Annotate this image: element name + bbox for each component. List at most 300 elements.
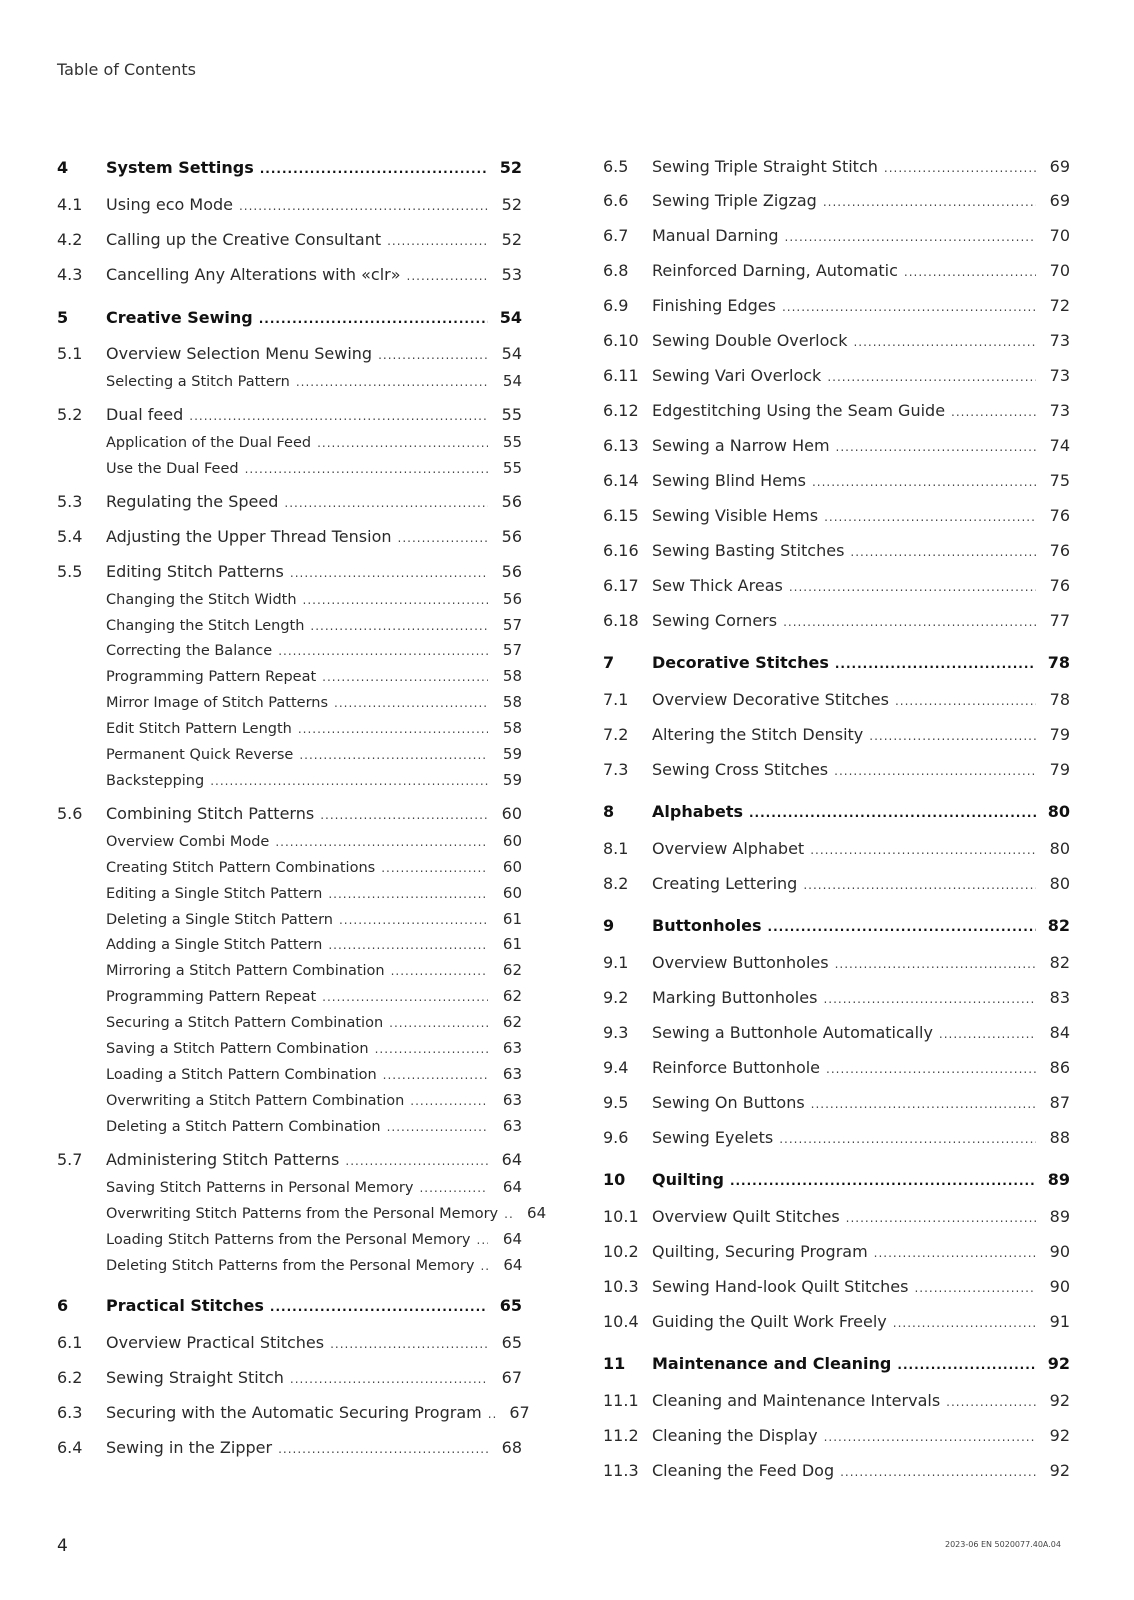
toc-entry-page: 64 xyxy=(502,1230,522,1248)
toc-subsection-entry[interactable] xyxy=(57,961,522,979)
toc-entry-number: 4.1 xyxy=(57,195,83,214)
toc-dot-leader xyxy=(334,696,488,710)
toc-entry-page: 54 xyxy=(502,372,522,390)
toc-section-entry[interactable] xyxy=(603,541,1070,560)
toc-dot-leader xyxy=(835,657,1036,671)
toc-dot-leader xyxy=(836,440,1036,454)
toc-dot-leader xyxy=(389,1016,488,1030)
toc-entry-title: Reinforced Darning, Automatic xyxy=(652,261,898,280)
toc-section-entry[interactable] xyxy=(603,1242,1070,1261)
toc-dot-leader xyxy=(811,1097,1036,1111)
toc-entry-number: 6.17 xyxy=(603,576,639,595)
toc-section-entry[interactable] xyxy=(57,265,522,284)
toc-entry-page: 58 xyxy=(502,667,522,685)
toc-entry-number: 10 xyxy=(603,1170,626,1189)
toc-dot-leader xyxy=(239,199,488,213)
toc-entry-number: 6.18 xyxy=(603,611,639,630)
toc-section-entry[interactable] xyxy=(57,804,522,823)
toc-entry-page: 83 xyxy=(1049,988,1070,1007)
toc-entry-title: Overwriting Stitch Patterns from the Personal Memory xyxy=(106,1206,499,1222)
toc-subsection-entry[interactable] xyxy=(57,1117,522,1135)
toc-entry-title: Quilting, Securing Program xyxy=(652,1242,868,1261)
toc-entry-title: Sewing Visible Hems xyxy=(652,506,819,525)
toc-entry-number: 6.15 xyxy=(603,506,639,525)
toc-dot-leader xyxy=(383,1068,488,1082)
toc-entry-title: Reinforce Buttonhole xyxy=(652,1058,821,1077)
footer-document-code: 2023-06 EN 5020077.40A.04 xyxy=(945,1540,1061,1549)
toc-subsection-entry[interactable] xyxy=(57,590,522,608)
toc-entry-number: 6.9 xyxy=(603,296,629,315)
toc-subsection-entry[interactable] xyxy=(57,433,522,451)
toc-entry-title: Cleaning the Feed Dog xyxy=(652,1461,835,1480)
toc-dot-leader xyxy=(789,580,1036,594)
toc-subsection-entry[interactable] xyxy=(57,1256,522,1274)
toc-entry-page: 56 xyxy=(502,590,522,608)
toc-subsection-entry[interactable] xyxy=(57,616,522,634)
toc-section-entry[interactable] xyxy=(603,296,1070,315)
toc-chapter-entry[interactable] xyxy=(57,308,522,327)
toc-section-entry[interactable] xyxy=(603,506,1070,525)
toc-dot-leader xyxy=(375,1042,488,1056)
toc-section-entry[interactable] xyxy=(603,690,1070,709)
toc-entry-number: 4 xyxy=(57,158,69,177)
toc-entry-title: Editing Stitch Patterns xyxy=(106,562,284,581)
toc-entry-number: 6.1 xyxy=(57,1333,83,1352)
toc-entry-page: 76 xyxy=(1049,506,1070,525)
toc-entry-number: 8.2 xyxy=(603,874,629,893)
toc-entry-page: 92 xyxy=(1047,1354,1070,1373)
toc-entry-title: Maintenance and Cleaning xyxy=(652,1354,892,1373)
toc-dot-leader xyxy=(381,861,488,875)
toc-subsection-entry[interactable] xyxy=(57,771,522,789)
toc-entry-page: 73 xyxy=(1049,401,1070,420)
toc-entry-page: 57 xyxy=(502,641,522,659)
toc-section-entry[interactable] xyxy=(603,191,1070,210)
toc-dot-leader xyxy=(895,694,1036,708)
toc-entry-number: 6.16 xyxy=(603,541,639,560)
toc-entry-page: 62 xyxy=(502,1013,522,1031)
toc-entry-title: Creating Stitch Pattern Combinations xyxy=(106,860,376,876)
toc-entry-title: Permanent Quick Reverse xyxy=(106,747,294,763)
toc-section-entry[interactable] xyxy=(57,405,522,424)
toc-section-entry[interactable] xyxy=(603,226,1070,245)
toc-entry-number: 8.1 xyxy=(603,839,629,858)
toc-entry-title: Saving Stitch Patterns in Personal Memory xyxy=(106,1180,414,1196)
toc-section-entry[interactable] xyxy=(603,1312,1070,1331)
toc-section-entry[interactable] xyxy=(603,760,1070,779)
toc-entry-page: 79 xyxy=(1049,760,1070,779)
toc-entry-page: 52 xyxy=(501,230,522,249)
toc-dot-leader xyxy=(783,615,1036,629)
toc-entry-page: 55 xyxy=(502,459,522,477)
toc-dot-leader xyxy=(419,1181,488,1195)
toc-dot-leader xyxy=(322,990,488,1004)
toc-entry-page: 58 xyxy=(502,693,522,711)
toc-subsection-entry[interactable] xyxy=(57,1230,522,1248)
toc-entry-title: Editing a Single Stitch Pattern xyxy=(106,886,323,902)
toc-section-entry[interactable] xyxy=(603,1128,1070,1147)
toc-subsection-entry[interactable] xyxy=(57,1013,522,1031)
toc-dot-leader xyxy=(210,774,488,788)
toc-chapter-entry[interactable] xyxy=(603,802,1070,821)
toc-entry-title: Using eco Mode xyxy=(106,195,233,214)
toc-entry-page: 63 xyxy=(502,1117,522,1135)
toc-section-entry[interactable] xyxy=(603,1058,1070,1077)
toc-dot-leader xyxy=(477,1233,489,1247)
toc-subsection-entry[interactable] xyxy=(57,693,522,711)
toc-dot-leader xyxy=(245,462,488,476)
toc-subsection-entry[interactable] xyxy=(57,884,522,902)
toc-entry-title: Cleaning and Maintenance Intervals xyxy=(652,1391,941,1410)
toc-section-entry[interactable] xyxy=(57,492,522,511)
toc-section-entry[interactable] xyxy=(57,527,522,546)
toc-entry-number: 6.12 xyxy=(603,401,639,420)
toc-dot-leader xyxy=(310,619,488,633)
toc-dot-leader xyxy=(946,1395,1036,1409)
toc-entry-page: 59 xyxy=(502,745,522,763)
toc-entry-number: 9 xyxy=(603,916,615,935)
toc-entry-number: 10.3 xyxy=(603,1277,639,1296)
toc-entry-page: 67 xyxy=(501,1368,522,1387)
toc-dot-leader xyxy=(884,161,1036,175)
toc-section-entry[interactable] xyxy=(603,874,1070,893)
toc-dot-leader xyxy=(824,1430,1036,1444)
toc-entry-page: 90 xyxy=(1049,1242,1070,1261)
toc-section-entry[interactable] xyxy=(57,230,522,249)
toc-subsection-entry[interactable] xyxy=(57,745,522,763)
toc-entry-number: 6.3 xyxy=(57,1403,83,1422)
toc-entry-title: Adding a Single Stitch Pattern xyxy=(106,937,323,953)
toc-section-entry[interactable] xyxy=(603,1023,1070,1042)
toc-entry-title: Securing a Stitch Pattern Combination xyxy=(106,1015,384,1031)
toc-entry-page: 53 xyxy=(501,265,522,284)
toc-entry-number: 9.3 xyxy=(603,1023,629,1042)
toc-section-entry[interactable] xyxy=(603,157,1070,176)
toc-chapter-entry[interactable] xyxy=(603,916,1070,935)
toc-entry-number: 5.6 xyxy=(57,804,83,823)
toc-entry-title: Quilting xyxy=(652,1170,724,1189)
toc-entry-page: 74 xyxy=(1049,436,1070,455)
toc-dot-leader xyxy=(904,265,1036,279)
toc-subsection-entry[interactable] xyxy=(57,1178,522,1196)
toc-section-entry[interactable] xyxy=(57,1368,522,1387)
toc-entry-page: 87 xyxy=(1049,1093,1070,1112)
toc-dot-leader xyxy=(488,1407,496,1421)
toc-dot-leader xyxy=(278,1442,488,1456)
toc-subsection-entry[interactable] xyxy=(57,910,522,928)
toc-entry-number: 9.6 xyxy=(603,1128,629,1147)
toc-entry-page: 76 xyxy=(1049,541,1070,560)
toc-dot-leader xyxy=(826,1062,1036,1076)
toc-entry-title: Correcting the Balance xyxy=(106,643,273,659)
toc-section-entry[interactable] xyxy=(603,1207,1070,1226)
toc-subsection-entry[interactable] xyxy=(57,832,522,850)
toc-entry-page: 80 xyxy=(1047,802,1070,821)
toc-dot-leader xyxy=(850,545,1036,559)
toc-section-entry[interactable] xyxy=(603,1093,1070,1112)
toc-dot-leader xyxy=(768,920,1036,934)
toc-entry-title: Deleting Stitch Patterns from the Personal Memory xyxy=(106,1258,475,1274)
toc-entry-number: 6.14 xyxy=(603,471,639,490)
toc-dot-leader xyxy=(328,887,488,901)
toc-section-entry[interactable] xyxy=(57,562,522,581)
toc-entry-title: Altering the Stitch Density xyxy=(652,725,864,744)
toc-section-entry[interactable] xyxy=(603,331,1070,350)
toc-entry-number: 11.2 xyxy=(603,1426,639,1445)
toc-entry-page: 72 xyxy=(1049,296,1070,315)
toc-section-entry[interactable] xyxy=(603,988,1070,1007)
toc-entry-title: Regulating the Speed xyxy=(106,492,279,511)
toc-entry-title: Sewing Cross Stitches xyxy=(652,760,829,779)
toc-section-entry[interactable] xyxy=(603,1391,1070,1410)
toc-dot-leader xyxy=(278,644,488,658)
toc-section-entry[interactable] xyxy=(603,261,1070,280)
toc-section-entry[interactable] xyxy=(603,401,1070,420)
toc-entry-title: Programming Pattern Repeat xyxy=(106,669,317,685)
toc-dot-leader xyxy=(504,1207,512,1221)
toc-section-entry[interactable] xyxy=(603,366,1070,385)
toc-dot-leader xyxy=(853,335,1036,349)
toc-entry-title: Calling up the Creative Consultant xyxy=(106,230,382,249)
toc-entry-page: 56 xyxy=(501,562,522,581)
toc-entry-title: Finishing Edges xyxy=(652,296,776,315)
toc-entry-page: 69 xyxy=(1049,191,1070,210)
toc-entry-page: 62 xyxy=(502,961,522,979)
toc-entry-page: 63 xyxy=(502,1091,522,1109)
toc-dot-leader xyxy=(328,938,488,952)
toc-section-entry[interactable] xyxy=(603,953,1070,972)
toc-dot-leader xyxy=(299,748,488,762)
toc-entry-page: 65 xyxy=(501,1333,522,1352)
toc-entry-title: Creating Lettering xyxy=(652,874,798,893)
toc-section-entry[interactable] xyxy=(57,344,522,363)
toc-entry-number: 7.1 xyxy=(603,690,629,709)
toc-entry-title: Sewing Hand-look Quilt Stitches xyxy=(652,1277,909,1296)
toc-chapter-entry[interactable] xyxy=(603,1354,1070,1373)
toc-entry-title: Manual Darning xyxy=(652,226,779,245)
toc-dot-leader xyxy=(782,300,1036,314)
toc-dot-leader xyxy=(410,1094,488,1108)
toc-entry-title: System Settings xyxy=(106,158,254,177)
toc-subsection-entry[interactable] xyxy=(57,372,522,390)
toc-entry-page: 84 xyxy=(1049,1023,1070,1042)
toc-entry-page: 68 xyxy=(501,1438,522,1457)
toc-entry-page: 70 xyxy=(1049,261,1070,280)
toc-entry-title: Sewing in the Zipper xyxy=(106,1438,273,1457)
toc-entry-page: 58 xyxy=(502,719,522,737)
toc-entry-page: 57 xyxy=(502,616,522,634)
toc-entry-page: 91 xyxy=(1049,1312,1070,1331)
toc-entry-page: 52 xyxy=(501,195,522,214)
toc-entry-page: 76 xyxy=(1049,576,1070,595)
toc-entry-title: Cancelling Any Alterations with «clr» xyxy=(106,265,401,284)
toc-section-entry[interactable] xyxy=(57,1150,522,1169)
toc-dot-leader xyxy=(874,1246,1036,1260)
toc-entry-number: 6.8 xyxy=(603,261,629,280)
toc-dot-leader xyxy=(914,1281,1036,1295)
toc-entry-number: 7 xyxy=(603,653,615,672)
toc-subsection-entry[interactable] xyxy=(57,858,522,876)
toc-entry-title: Combining Stitch Patterns xyxy=(106,804,315,823)
toc-subsection-entry[interactable] xyxy=(57,459,522,477)
toc-entry-number: 4.3 xyxy=(57,265,83,284)
toc-subsection-entry[interactable] xyxy=(57,641,522,659)
toc-entry-page: 63 xyxy=(502,1065,522,1083)
toc-entry-number: 6.10 xyxy=(603,331,639,350)
toc-entry-number: 6.11 xyxy=(603,366,639,385)
toc-section-entry[interactable] xyxy=(57,1403,530,1422)
toc-subsection-entry[interactable] xyxy=(57,1065,522,1083)
toc-entry-title: Sewing Basting Stitches xyxy=(652,541,845,560)
toc-entry-page: 61 xyxy=(502,910,522,928)
toc-entry-page: 61 xyxy=(502,935,522,953)
toc-dot-leader xyxy=(827,370,1036,384)
toc-section-entry[interactable] xyxy=(603,1426,1070,1445)
toc-entry-number: 6.13 xyxy=(603,436,639,455)
toc-dot-leader xyxy=(823,992,1036,1006)
toc-dot-leader xyxy=(290,1372,488,1386)
toc-dot-leader xyxy=(846,1211,1036,1225)
toc-dot-leader xyxy=(824,510,1036,524)
toc-entry-page: 60 xyxy=(502,884,522,902)
toc-entry-title: Sewing On Buttons xyxy=(652,1093,805,1112)
toc-entry-page: 86 xyxy=(1049,1058,1070,1077)
toc-entry-title: Sewing Straight Stitch xyxy=(106,1368,284,1387)
toc-entry-title: Decorative Stitches xyxy=(652,653,829,672)
toc-entry-page: 90 xyxy=(1049,1277,1070,1296)
toc-entry-title: Overview Buttonholes xyxy=(652,953,829,972)
toc-dot-leader xyxy=(298,722,488,736)
toc-entry-page: 80 xyxy=(1049,874,1070,893)
toc-chapter-entry[interactable] xyxy=(603,1170,1070,1189)
toc-entry-title: Loading a Stitch Pattern Combination xyxy=(106,1067,377,1083)
toc-entry-page: 73 xyxy=(1049,331,1070,350)
toc-entry-page: 54 xyxy=(501,344,522,363)
toc-entry-title: Creative Sewing xyxy=(106,308,253,327)
toc-chapter-entry[interactable] xyxy=(57,158,522,177)
toc-entry-page: 80 xyxy=(1049,839,1070,858)
toc-entry-number: 9.2 xyxy=(603,988,629,1007)
toc-subsection-entry[interactable] xyxy=(57,719,522,737)
toc-entry-page: 88 xyxy=(1049,1128,1070,1147)
toc-entry-title: Sewing Eyelets xyxy=(652,1128,774,1147)
toc-entry-page: 64 xyxy=(501,1150,522,1169)
toc-entry-title: Application of the Dual Feed xyxy=(106,435,312,451)
toc-dot-leader xyxy=(835,957,1036,971)
toc-dot-leader xyxy=(317,436,488,450)
toc-dot-leader xyxy=(897,1358,1036,1372)
toc-entry-page: 65 xyxy=(499,1296,522,1315)
toc-dot-leader xyxy=(259,312,488,326)
toc-entry-page: 79 xyxy=(1049,725,1070,744)
toc-entry-page: 67 xyxy=(509,1403,530,1422)
toc-entry-title: Alphabets xyxy=(652,802,743,821)
toc-entry-number: 5.4 xyxy=(57,527,83,546)
toc-entry-page: 92 xyxy=(1049,1426,1070,1445)
toc-entry-number: 11.3 xyxy=(603,1461,639,1480)
toc-entry-number: 5.2 xyxy=(57,405,83,424)
toc-entry-number: 9.4 xyxy=(603,1058,629,1077)
toc-entry-number: 9.1 xyxy=(603,953,629,972)
toc-section-entry[interactable] xyxy=(57,1438,522,1457)
toc-dot-leader xyxy=(398,531,489,545)
toc-entry-page: 52 xyxy=(499,158,522,177)
toc-dot-leader xyxy=(749,806,1036,820)
toc-entry-title: Overview Quilt Stitches xyxy=(652,1207,840,1226)
toc-dot-leader xyxy=(387,1120,488,1134)
toc-entry-title: Loading Stitch Patterns from the Personal Memory xyxy=(106,1232,471,1248)
toc-entry-number: 5.7 xyxy=(57,1150,83,1169)
toc-entry-title: Deleting a Single Stitch Pattern xyxy=(106,912,333,928)
toc-chapter-entry[interactable] xyxy=(603,653,1070,672)
toc-section-entry[interactable] xyxy=(603,1277,1070,1296)
toc-entry-number: 5 xyxy=(57,308,69,327)
toc-dot-leader xyxy=(812,475,1036,489)
toc-entry-number: 8 xyxy=(603,802,615,821)
toc-entry-page: 78 xyxy=(1047,653,1070,672)
toc-subsection-entry[interactable] xyxy=(57,1039,522,1057)
toc-section-entry[interactable] xyxy=(603,725,1070,744)
toc-entry-title: Sew Thick Areas xyxy=(652,576,783,595)
toc-section-entry[interactable] xyxy=(603,436,1070,455)
toc-section-entry[interactable] xyxy=(603,1461,1070,1480)
toc-section-entry[interactable] xyxy=(57,1333,522,1352)
toc-entry-page: 56 xyxy=(501,492,522,511)
toc-entry-page: 73 xyxy=(1049,366,1070,385)
toc-entry-title: Overview Selection Menu Sewing xyxy=(106,344,373,363)
toc-subsection-entry[interactable] xyxy=(57,1091,522,1109)
toc-entry-page: 59 xyxy=(502,771,522,789)
toc-entry-number: 10.4 xyxy=(603,1312,639,1331)
toc-entry-page: 82 xyxy=(1049,953,1070,972)
toc-dot-leader xyxy=(803,878,1036,892)
toc-entry-page: 89 xyxy=(1047,1170,1070,1189)
toc-section-entry[interactable] xyxy=(57,195,522,214)
toc-entry-page: 78 xyxy=(1049,690,1070,709)
toc-entry-page: 92 xyxy=(1049,1391,1070,1410)
toc-entry-page: 64 xyxy=(503,1256,523,1274)
toc-dot-leader xyxy=(330,1337,488,1351)
toc-section-entry[interactable] xyxy=(603,611,1070,630)
toc-subsection-entry[interactable] xyxy=(57,1204,547,1222)
toc-section-entry[interactable] xyxy=(603,839,1070,858)
toc-entry-title: Adjusting the Upper Thread Tension xyxy=(106,527,392,546)
toc-entry-number: 11.1 xyxy=(603,1391,639,1410)
toc-section-entry[interactable] xyxy=(603,471,1070,490)
toc-entry-page: 64 xyxy=(527,1204,547,1222)
toc-entry-number: 7.2 xyxy=(603,725,629,744)
toc-entry-title: Overview Practical Stitches xyxy=(106,1333,325,1352)
toc-dot-leader xyxy=(391,964,488,978)
toc-entry-number: 6.5 xyxy=(603,157,629,176)
toc-subsection-entry[interactable] xyxy=(57,667,522,685)
toc-entry-title: Overview Decorative Stitches xyxy=(652,690,889,709)
toc-dot-leader xyxy=(779,1132,1036,1146)
toc-subsection-entry[interactable] xyxy=(57,935,522,953)
toc-dot-leader xyxy=(284,496,488,510)
toc-entry-number: 6 xyxy=(57,1296,69,1315)
toc-chapter-entry[interactable] xyxy=(57,1296,522,1315)
page-header-title: Table of Contents xyxy=(57,60,196,79)
toc-dot-leader xyxy=(869,729,1036,743)
toc-entry-title: Saving a Stitch Pattern Combination xyxy=(106,1041,369,1057)
toc-entry-number: 5.5 xyxy=(57,562,83,581)
toc-entry-title: Administering Stitch Patterns xyxy=(106,1150,340,1169)
toc-section-entry[interactable] xyxy=(603,576,1070,595)
toc-subsection-entry[interactable] xyxy=(57,987,522,1005)
toc-dot-leader xyxy=(303,593,488,607)
toc-entry-title: Mirror Image of Stitch Patterns xyxy=(106,695,329,711)
